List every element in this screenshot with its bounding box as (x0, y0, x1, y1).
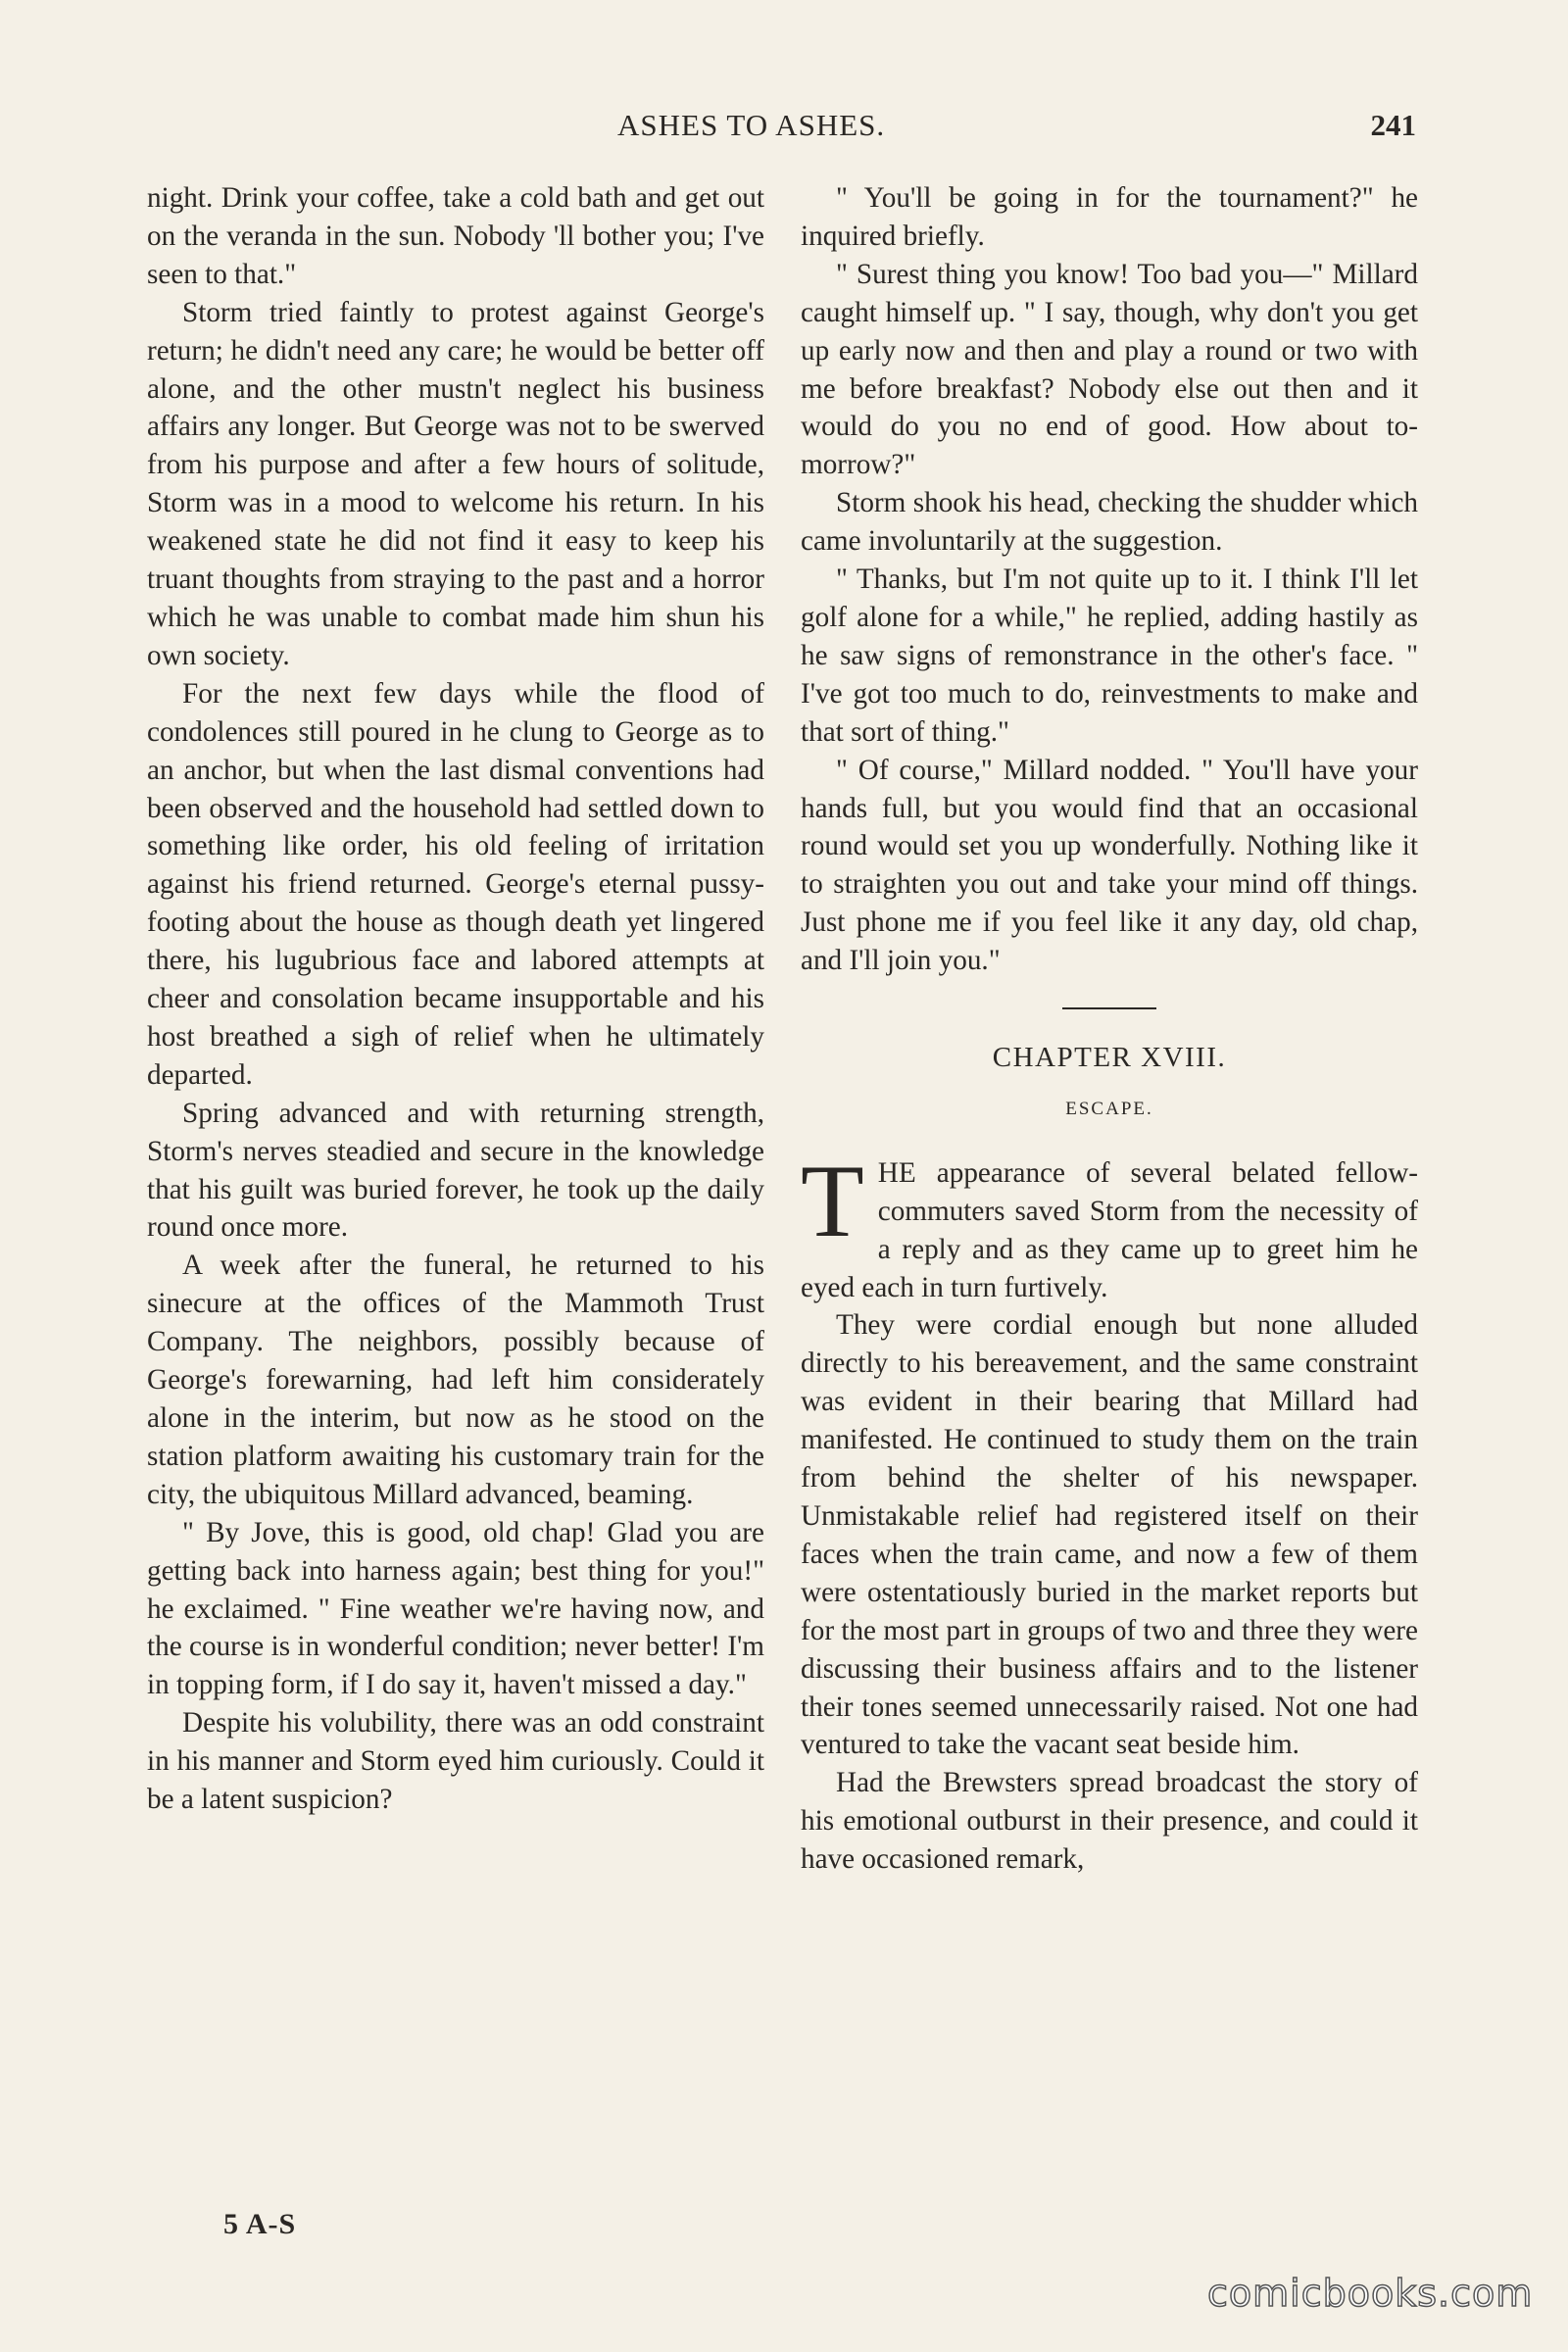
paragraph: " Of course," Millard nodded. " You'll have your hands full, but you would find that an occasional round would set you up wonderfully. Nothing like it to straighten you out and take your mind off things. Just phone me if you feel like it any day, old chap, and I'll join you." (801, 754, 1418, 977)
chapter-opening-paragraph (801, 1143, 1418, 1307)
chapter-heading: CHAPTER XVIII. (992, 1042, 1227, 1074)
chapter-subtitle: ESCAPE. (1065, 1098, 1153, 1119)
paragraph: Had the Brewsters spread broadcast the story of his emotional outburst in their presence, and could it have occasioned remark, (801, 1767, 1418, 1876)
paragraph: Spring advanced and with returning strength, Storm's nerves steadied and secure in the knowledge that his guilt was buried forever, he took up the daily round once more. (147, 1097, 764, 1244)
paragraph: " You'll be going in for the tournament?" he inquired briefly. (801, 182, 1418, 252)
paragraph: They were cordial enough but none alluded directly to his bereavement, and the same constraint was evident in their bearing that Millard had manifested. He continued to study them on the train from behind the shelter of his newspaper. Unmistakable relief had registered itself on their faces when the train came, and now a few of them were ostentatiously buried in the market reports but for the most part in groups of two and three they were discussing their business affairs and to the listener their tones seemed unnecessarily raised. Not one had ventured to take the vacant seat beside him. (801, 1309, 1418, 1761)
paragraph: For the next few days while the flood of condolences still poured in he clung to George as to an anchor, but when the last dismal conventions had been observed and the household had settled down to something like order, his old feeling of irritation against his friend returned. George's eternal pussy-footing about the house as though death yet lingered there, his lugubrious face and labored attempts at cheer and consolation became insupportable and his host breathed a sigh of relief when he ultimately departed. (147, 677, 764, 1091)
watermark: comicbooks.com (1207, 2272, 1534, 2315)
paragraph: " By Jove, this is good, old chap! Glad you are getting back into harness again; best thing for you!" he exclaimed. " Fine weather we're having now, and the course is in wonderful condition; never better! I'm in topping form, if I do say it, haven't missed a day." (147, 1516, 764, 1701)
left-column (147, 179, 764, 1819)
right-column (801, 179, 1418, 1879)
paragraph: Storm tried faintly to protest against George's return; he didn't need any care; he would be better off alone, and the other mustn't neglect his business affairs any longer. But George was not to be swerved from his purpose and after a few hours of solitude, Storm was in a mood to welcome his return. In his weakened state he did not find it easy to keep his truant thoughts from straying to the past and a horror which he was unable to combat made him shun his own society. (147, 296, 764, 671)
printer-signature: 5 A-S (223, 2208, 297, 2240)
paragraph: " Thanks, but I'm not quite up to it. I think I'll let golf alone for a while," he replied, adding hastily as he saw signs of remonstrance in the other's face. " I've got too much to do, reinvestments to make and that sort of thing." (801, 564, 1418, 748)
opening-text: HE appearance of several belated fellow-commuters saved Storm from the necessity of a reply and as they came up to greet him he eyed each in turn furtively. (801, 1156, 1418, 1303)
paragraph: night. Drink your coffee, take a cold bath and get out on the veranda in the sun. Nobody 'll bother you; I've seen to that." (147, 182, 764, 290)
paragraph: Storm shook his head, checking the shudder which came involuntarily at the suggestion. (801, 487, 1418, 558)
page-number: 241 (1370, 108, 1416, 142)
page-header (147, 108, 1416, 157)
paragraph: Despite his volubility, there was an odd constraint in his manner and Storm eyed him curiously. Could it be a latent suspicion? (147, 1707, 764, 1816)
paragraph: A week after the funeral, he returned to his sinecure at the offices of the Mammoth Trust Company. The neighbors, possibly because of George's forewarning, had left him considerately alone in the interim, but now as he stood on the station platform awaiting his customary train for the city, the ubiquitous Millard advanced, beaming. (147, 1250, 764, 1510)
running-title: ASHES TO ASHES. (617, 108, 886, 142)
drop-cap: T (801, 1143, 864, 1258)
paragraph: " Surest thing you know! Too bad you—" Millard caught himself up. " I say, though, why don't you get up early now and then and play a round or two with me before breakfast? Nobody else out then and it would do you no end of good. How about to-morrow?" (801, 258, 1418, 481)
section-divider (1062, 1007, 1156, 1009)
